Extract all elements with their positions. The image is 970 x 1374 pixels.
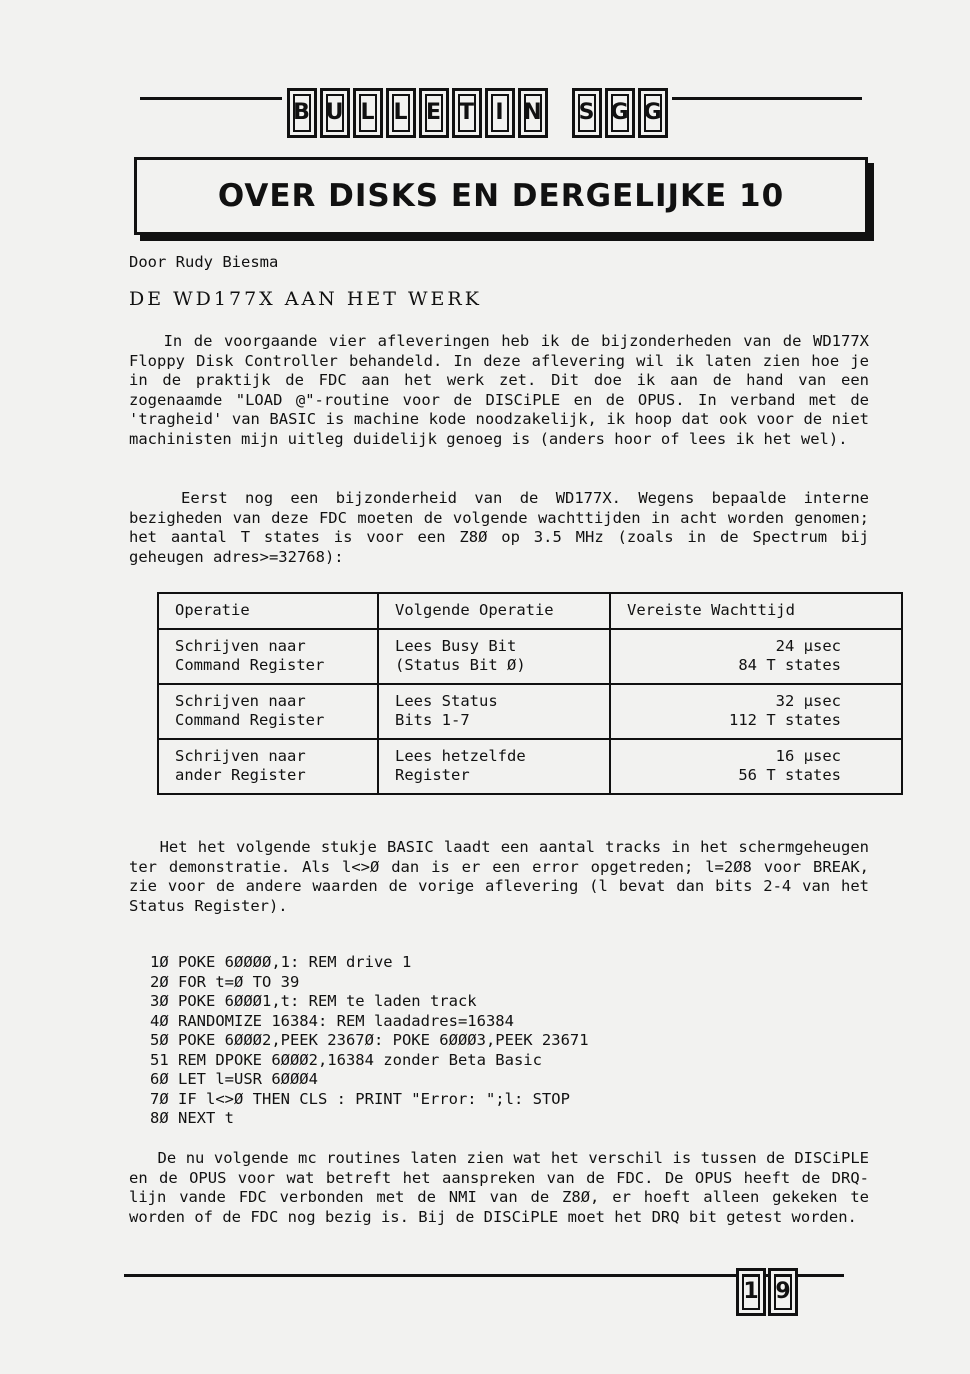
masthead-letter: T: [452, 88, 482, 138]
masthead-letter: G: [638, 88, 668, 138]
table-cell: 16 µsec 56 T states: [610, 739, 902, 794]
table-header: Operatie: [158, 593, 378, 629]
table-cell: Lees hetzelfde Register: [378, 739, 610, 794]
table-header: Vereiste Wachttijd: [610, 593, 902, 629]
table-cell: Lees Busy Bit (Status Bit Ø): [378, 629, 610, 684]
code-line: 51 REM DPOKE 6ØØØ2,16384 zonder Beta Basic: [150, 1050, 542, 1069]
intro-paragraph-2: Eerst nog een bijzonderheid van de WD177X. Wegens bepaalde interne bezigheden van deze FDC moeten de volgende wachttijden in acht worden genomen; het aantal T states is voor een Z8Ø op 3.5 MHz (zoals in de Spectrum bij geheugen adres>=32768):: [129, 489, 879, 566]
table-cell: 32 µsec 112 T states: [610, 684, 902, 739]
basic-listing: [150, 953, 589, 1129]
code-line: 3Ø POKE 6ØØØ1,t: REM te laden track: [150, 992, 477, 1010]
code-line: 2Ø FOR t=Ø TO 39: [150, 972, 300, 991]
masthead-logo: [282, 82, 672, 144]
masthead-letter: G: [605, 88, 635, 138]
masthead-letter: I: [485, 88, 515, 138]
masthead-letter: E: [419, 88, 449, 138]
table-cell: Schrijven naar ander Register: [158, 739, 378, 794]
masthead-letter: S: [572, 88, 602, 138]
code-line: 8Ø NEXT t: [150, 1109, 234, 1127]
masthead-letter: B: [287, 88, 317, 138]
author-line: Door Rudy Biesma: [129, 253, 279, 271]
table-cell: Lees Status Bits 1-7: [378, 684, 610, 739]
closing-paragraph: De nu volgende mc routines laten zien wat het verschil is tussen de DISCiPLE en de OPUS voor wat betreft het aanspreken van de FDC. De OPUS heeft de DRQ-lijn vande FDC verbonden met de NMI van de Z8Ø, er hoeft alleen gekeken te worden of de FDC nog bezig is. Bij de DISCiPLE moet het DRQ bit getest worden.: [129, 1149, 879, 1226]
masthead-letter: U: [320, 88, 350, 138]
masthead-letter: N: [518, 88, 548, 138]
masthead-letter: L: [353, 88, 383, 138]
middle-paragraph: Het het volgende stukje BASIC laadt een aantal tracks in het schermgeheugen ter demonstratie. Als l<>Ø dan is er een error opgetreden; l=2Ø8 voor BREAK, zie voor de andere waarden de vorige aflevering (l bevat dan bits 2-4 van het Status Register).: [129, 838, 879, 915]
code-line: 4Ø RANDOMIZE 16384: REM laadadres=16384: [150, 1011, 514, 1030]
article-title: OVER DISKS EN DERGELIJKE 10: [217, 178, 785, 214]
table-cell: Schrijven naar Command Register: [158, 629, 378, 684]
code-line: 7Ø IF l<>Ø THEN CLS : PRINT "Error: ";l: STOP: [150, 1089, 570, 1108]
table-row: [158, 739, 902, 794]
table-cell: 24 µsec 84 T states: [610, 629, 902, 684]
section-heading: DE WD177X AAN HET WERK: [129, 288, 482, 310]
table-header: Volgende Operatie: [378, 593, 610, 629]
table-header-row: [158, 593, 902, 629]
code-line: 5Ø POKE 6ØØØ2,PEEK 2367Ø: POKE 6ØØØ3,PEEK 23671: [150, 1031, 589, 1049]
article-title-box: [134, 157, 868, 235]
masthead-letter: L: [386, 88, 416, 138]
page-number-digit: 9: [768, 1268, 798, 1316]
table-row: [158, 629, 902, 684]
code-line: 6Ø LET l=USR 6ØØØ4: [150, 1070, 318, 1088]
page-number: [736, 1268, 798, 1316]
masthead-word-bulletin: [287, 88, 548, 138]
code-line: 1Ø POKE 6ØØØØ,1: REM drive 1: [150, 953, 412, 971]
wait-time-table: [157, 592, 903, 795]
masthead-word-sgg: [572, 88, 668, 138]
table-cell: Schrijven naar Command Register: [158, 684, 378, 739]
table-row: [158, 684, 902, 739]
intro-paragraph-1: In de voorgaande vier afleveringen heb ik de bijzonderheden van de WD177X Floppy Disk Controller behandeld. In deze aflevering wil ik laten zien hoe je in de praktijk de FDC aan het werk zet. Dit doe ik aan de hand van een zogenaamde "LOAD @"-routine voor de DISCiPLE en de OPUS. In verband met de 'tragheid' van BASIC is machine kode noodzakelijk, ik hoop dat ook voor de niet machinisten mijn uitleg duidelijk genoeg is (anders hoor of lees ik het wel).: [129, 332, 879, 448]
page-number-digit: 1: [736, 1268, 766, 1316]
